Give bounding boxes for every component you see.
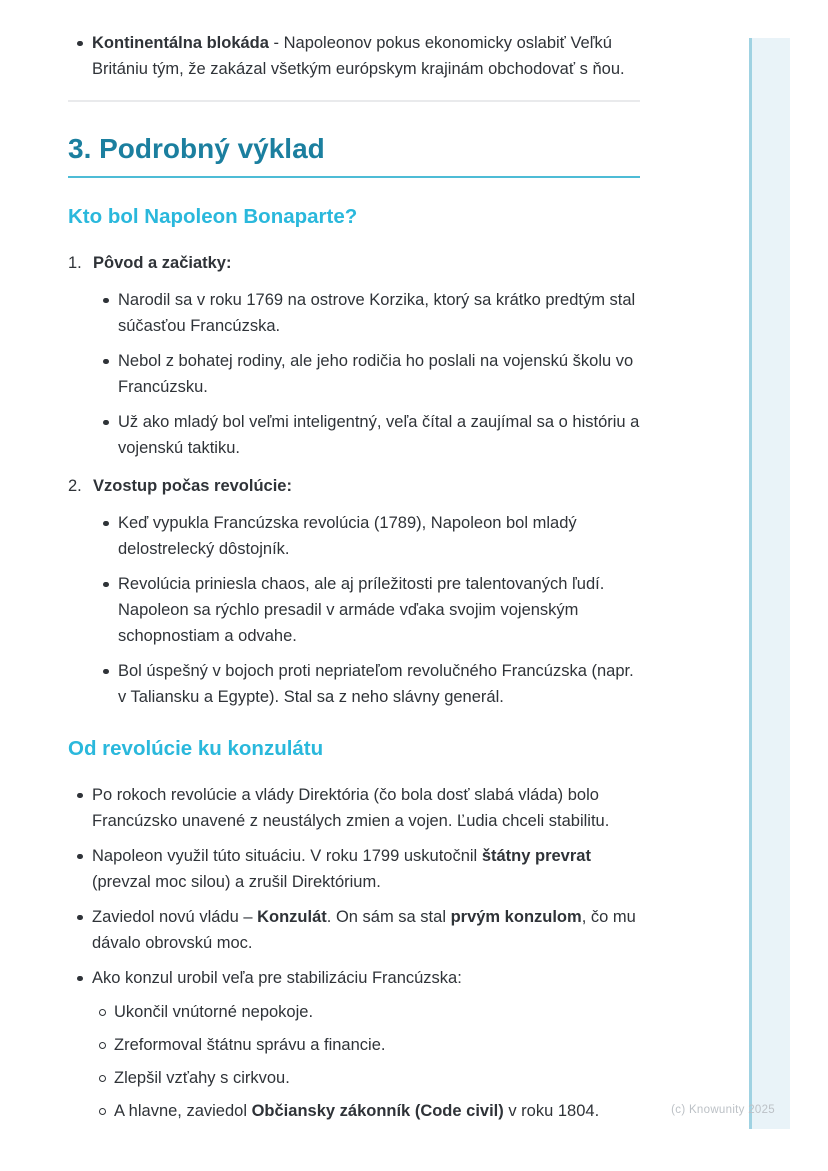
numbered-item [68, 250, 640, 461]
list-item [68, 30, 640, 82]
list-item [68, 904, 640, 956]
numbered-list [68, 250, 640, 710]
section-divider [68, 100, 640, 102]
numbered-item [68, 473, 640, 710]
list-item [68, 782, 640, 834]
bullet-text: Zaviedol novú vládu – Konzulát. On sám sa stal prvým konzulom, čo mu dávalo obrovskú moc. [92, 908, 636, 952]
list-item: Už ako mladý bol veľmi inteligentný, veľa čítal a zaujímal sa o históriu a vojenskú taktiku. [94, 409, 640, 461]
section-heading: 3. Podrobný výklad [68, 132, 640, 178]
item-number: 2. [68, 477, 82, 495]
bullet-text: Kontinentálna blokáda - Napoleonov pokus ekonomicky oslabiť Veľkú Britániu tým, že zakázal všetkým európskym krajinám obchodovať s ňou. [92, 34, 625, 78]
bullet-text: Napoleon využil túto situáciu. V roku 1799 uskutočnil štátny prevrat (prevzal moc silou) a zrušil Direktórium. [92, 847, 591, 891]
item-label: Vzostup počas revolúcie: [93, 477, 292, 495]
item-number: 1. [68, 254, 82, 272]
watermark-text: (c) Knowunity 2025 [671, 1104, 775, 1116]
list-item: Revolúcia priniesla chaos, ale aj príležitosti pre talentovaných ľudí. Napoleon sa rýchlo presadil v armáde vďaka svojim vojenským schopnostiam a odvahe. [94, 571, 640, 649]
list-item: Narodil sa v roku 1769 na ostrove Korzika, ktorý sa krátko predtým stal súčasťou Francúzska. [94, 287, 640, 339]
sub-bullet-list [68, 510, 640, 710]
list-item: Zlepšil vzťahy s cirkvou. [92, 1065, 640, 1091]
subsection-heading-od-revolucie: Od revolúcie ku konzulátu [68, 737, 324, 760]
sub-bullet-list [68, 287, 640, 461]
list-item: Keď vypukla Francúzska revolúcia (1789), Napoleon bol mladý delostrelecký dôstojník. [94, 510, 640, 562]
item-label: Pôvod a začiatky: [93, 254, 232, 272]
bullet-text: Po rokoch revolúcie a vlády Direktória (čo bola dosť slabá vláda) bolo Francúzsko unavené z neustálych zmien a vojen. Ľudia chceli stabilitu. [92, 786, 610, 830]
list-item: A hlavne, zaviedol Občiansky zákonník (Code civil) v roku 1804. [92, 1098, 640, 1124]
bullet-list [68, 782, 640, 1124]
list-item [68, 843, 640, 895]
list-item [68, 965, 640, 1124]
subsection-heading-kto-bol-napoleon: Kto bol Napoleon Bonaparte? [68, 205, 358, 228]
numbered-item-heading [68, 250, 640, 276]
list-item: Zreformoval štátnu správu a financie. [92, 1032, 640, 1058]
document-content [68, 26, 640, 1124]
list-item: Nebol z bohatej rodiny, ale jeho rodičia ho poslali na vojenskú školu vo Francúzsku. [94, 348, 640, 400]
list-item: Bol úspešný v bojoch proti nepriateľom revolučného Francúzska (napr. v Taliansku a Egypte). Stal sa z neho slávny generál. [94, 658, 640, 710]
highlight-bar [749, 38, 790, 1129]
bullet-text: Ako konzul urobil veľa pre stabilizáciu Francúzska: [92, 969, 462, 987]
list-item: Ukončil vnútorné nepokoje. [92, 999, 640, 1025]
intro-bullet-list [68, 30, 640, 82]
numbered-item-heading [68, 473, 640, 499]
circle-bullet-list [92, 999, 640, 1124]
